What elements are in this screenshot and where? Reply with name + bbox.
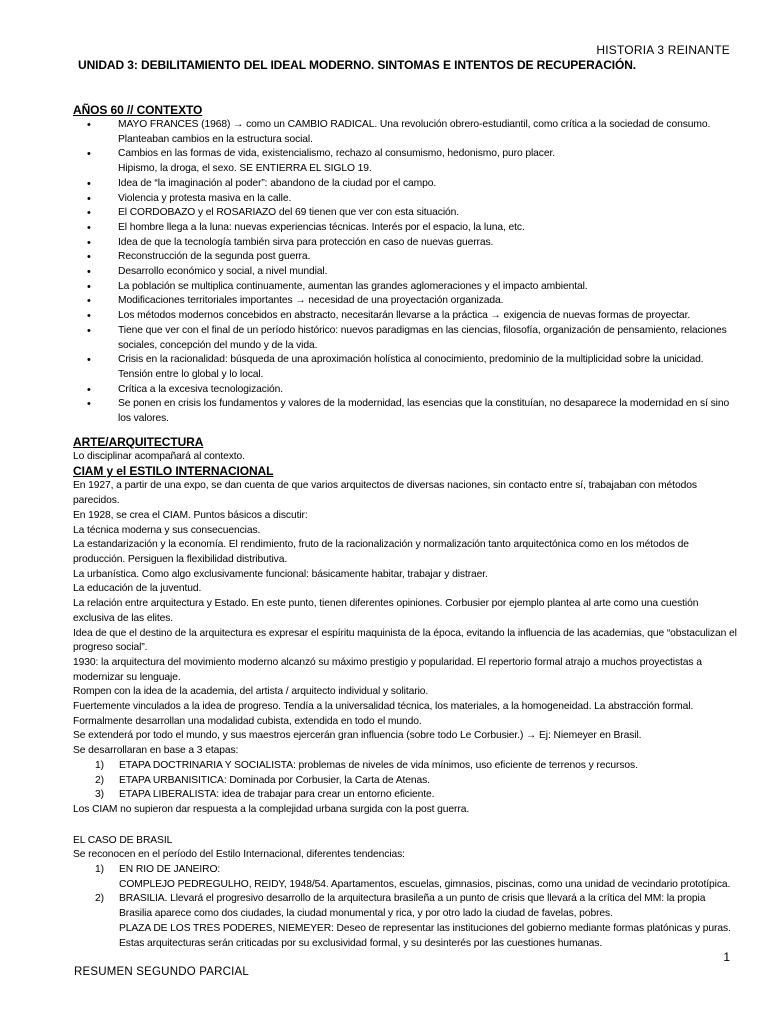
paragraph: Se extenderá por todo el mundo, y sus maestros ejercerán gran influencia (sobre todo Le Corbusier.) → Ej: Niemeyer en Brasil. [73,730,642,742]
list-item: • La población se multiplica continuamente, aumentan las grandes aglomeraciones y el impacto ambiental. [73,280,738,295]
paragraph: 1930: la arquitectura del movimiento moderno alcanzó su máximo prestigio y popularidad. El repertorio formal atrajo a muchos proyectistas a modernizar su lenguaje. [73,656,702,683]
list-item-title: BRASILIA. Llevará el progresivo desarrollo de la arquitectura brasileña a un punto de crisis que llevará a la crítica del MM: la propia Brasilia aparece como dos ciudades, la ciudad monumental y rica, y por otro lado la ciudad de favelas, pobres. [119,893,706,920]
list-item-text: ETAPA URBANISITICA: Dominada por Corbusier, la Carta de Atenas. [119,774,430,786]
list-item: • Violencia y protesta masiva en la calle. [73,192,738,207]
list-item-continuation: Hipismo, la droga, el sexo. SE ENTIERRA EL SIGLO 19. [118,163,372,175]
list-item-text: ETAPA LIBERALISTA: idea de trabajar para crear un entorno eficiente. [119,789,435,801]
paragraph: En 1928, se crea el CIAM. Puntos básicos a discutir: [73,509,308,521]
list-item: • Idea de que la tecnología también sirva para protección en caso de nuevas guerras. [73,236,738,251]
document-body [73,103,738,951]
list-item [73,892,738,951]
section-heading-brasil: EL CASO DE BRASIL [73,834,173,846]
list-item [73,863,738,892]
list-item-text: ETAPA DOCTRINARIA Y SOCIALISTA: problemas de niveles de vida mínimos, uso eficiente de terrenos y recursos. [119,759,638,771]
list-item: • Reconstrucción de la segunda post guerra. [73,250,738,265]
list-number: 3) [95,789,104,801]
paragraph: Rompen con la idea de la academia, del artista / arquitecto individual y solitario. [73,686,429,698]
list-item: • Crisis en la racionalidad: búsqueda de una aproximación holística al conocimiento, predominio de la multiplicidad sobre la unicidad. Tensión entre lo global y lo local. [73,353,738,382]
list-number: 1) [95,864,104,876]
list-item-detail: Estas arquitecturas serán criticadas por su exclusividad formal, y su desinterés por las cuestiones humanas. [119,937,603,949]
list-item: • Se ponen en crisis los fundamentos y valores de la modernidad, las esencias que la constituían, no desaparece la modernidad en sí sino los valores. [73,397,738,426]
list-item: • Desarrollo económico y social, a nivel mundial. [73,265,738,280]
list-item-title: EN RIO DE JANEIRO: [119,864,221,876]
list-item [73,774,738,789]
brasil-list [73,863,738,951]
list-item: • Modificaciones territoriales importantes → necesidad de una proyectación organizada. [73,294,738,309]
section-heading-arte: ARTE/ARQUITECTURA [73,434,204,449]
course-header: HISTORIA 3 REINANTE [596,43,730,57]
paragraph: Los CIAM no supieron dar respuesta a la complejidad urbana surgida con la post guerra. [73,803,470,815]
list-item: • Crítica a la excesiva tecnologización. [73,383,738,398]
list-item [73,759,738,774]
list-item: • Cambios en las formas de vida, existencialismo, rechazo al consumismo, hedonismo, puro placer. [73,147,738,162]
list-item: • El CORDOBAZO y el ROSARIAZO del 69 tienen que ver con esta situación. [73,206,738,221]
list-number: 2) [95,774,104,786]
paragraph: En 1927, a partir de una expo, se dan cuenta de que varios arquitectos de diversas naciones, sin contacto entre sí, trabajaban con métodos parecidos. [73,480,697,507]
page-number: 1 [723,950,730,964]
paragraph: Se reconocen en el período del Estilo Internacional, diferentes tendencias: [73,849,405,861]
paragraph: Idea de que el destino de la arquitectura es expresar el espíritu maquinista de la época, evitando la influencia de las academias, que “obstaculizan el progreso social”. [73,627,737,654]
stages-list [73,759,738,803]
list-item: • MAYO FRANCES (1968) → como un CAMBIO RADICAL. Una revolución obrero-estudiantil, como crítica a la sociedad de consumo. Planteaban cambios en la estructura social. [73,118,738,147]
context-bullet-list [73,118,738,427]
paragraph: La estandarización y la economía. El rendimiento, fruto de la racionalización y normalización tanto arquitectónica como en los métodos de producción. Persiguen la flexibilidad distributiva. [73,539,689,565]
section-subheading-ciam: CIAM y el ESTILO INTERNACIONAL [73,464,274,479]
paragraph: Se desarrollaran en base a 3 etapas: [73,745,239,757]
footer-label: RESUMEN SEGUNDO PARCIAL [74,966,249,978]
paragraph: Lo disciplinar acompañará al contexto. [73,450,245,462]
list-number: 1) [95,759,104,771]
paragraph: La urbanística. Como algo exclusivamente funcional: básicamente habitar, trabajar y distraer. [73,568,488,580]
list-item: • Tiene que ver con el final de un período histórico: nuevos paradigmas en las ciencias, filosofía, organización de pensamiento, relaciones sociales, concepción del mundo y de la vida. [73,324,738,353]
list-item-detail: COMPLEJO PEDREGULHO, REIDY, 1948/54. Apartamentos, escuelas, gimnasios, piscinas, como una unidad de vecindario prototípica. [119,878,731,890]
list-item: • El hombre llega a la luna: nuevas experiencias técnicas. Interés por el espacio, la luna, etc. [73,221,738,236]
list-item [73,788,738,803]
list-number: 2) [95,893,104,905]
list-item: • Idea de “la imaginación al poder”: abandono de la ciudad por el campo. [73,177,738,192]
list-item: • Los métodos modernos concebidos en abstracto, necesitarán llevarse a la práctica → exigencia de nuevas formas de proyectar. [73,309,738,324]
list-item-detail: PLAZA DE LOS TRES PODERES, NIEMEYER: Deseo de representar las instituciones del gobierno mediante formas platónicas y puras. [119,922,731,934]
document-title: UNIDAD 3: DEBILITAMIENTO DEL IDEAL MODERNO. SINTOMAS E INTENTOS DE RECUPERACIÓN. [78,58,637,72]
paragraph: La educación de la juventud. [73,583,202,595]
paragraph: La técnica moderna y sus consecuencias. [73,524,261,536]
paragraph: La relación entre arquitectura y Estado. En este punto, tienen diferentes opiniones. Corbusier por ejemplo plantea al arte como una cuestión exclusiva de las elites. [73,598,699,624]
paragraph: Fuertemente vinculados a la idea de progreso. Tendía a la universalidad técnica, los materiales, a la homogeneidad. La abstracción formal. Formalmente desarrollan una modalidad cubista, extendida en todo el mundo. [73,701,694,727]
section-heading-context: AÑOS 60 // CONTEXTO [73,103,203,117]
